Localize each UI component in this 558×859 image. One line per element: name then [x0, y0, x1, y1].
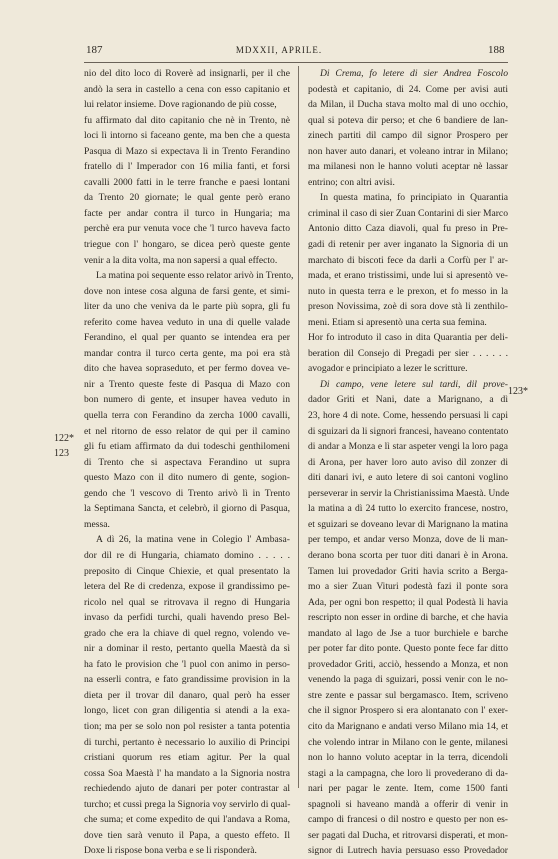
text-line: gendo che 'l vescovo di Trento arivò lì in Trento	[84, 487, 290, 499]
text-line: ser pagati dal Ducha, et ritrovarsi disperati, et mon-	[308, 829, 508, 841]
text-line: per poter far dito ponte. Questo ponte fece far ditto	[308, 643, 508, 655]
text-line: di Arona, per haver loro auto aviso dil zonzer di	[308, 456, 508, 468]
text-line: mo a sier Zuan Vituri podestà fazi il ponte sora	[308, 581, 508, 593]
text-line: cito da Marignano e andati verso Milano mia 14, et	[308, 720, 508, 732]
text-line: dor dil re di Hungaria, chiamato domino . . . . .	[84, 549, 290, 561]
text-line: A dì 26, la matina vene in Colegio l' Ambasa-	[96, 534, 290, 546]
text-line: qual si poteva dir perso; et che 6 bandiere de lan-	[308, 114, 508, 126]
text-line: nir a Trento queste feste di Pasqua di Mazo con	[84, 378, 290, 390]
page-number-left: 187	[86, 44, 103, 56]
margin-note-right-1: 123*	[508, 386, 528, 397]
text-line: Pasqua di Mazo si expectava lì in Trento Ferandino	[84, 145, 290, 157]
text-line: la Septimana Sancta, et celebrò, il giorno di Pasqua,	[84, 503, 290, 515]
text-line: perchè era pur venuta voce che 'l turco haveva facto	[84, 223, 290, 235]
text-line: letera del Re di credenza, expose il grandissimo pe-	[84, 581, 290, 593]
text-line: messa.	[84, 518, 110, 530]
text-line: et sguizari se doveano levar di Marignano la matina	[308, 518, 508, 530]
text-line: Di campo, vene letere sul tardi, dil prove-	[320, 378, 508, 390]
text-line: mandato al lago de Jse a tuor burchiele e barche	[308, 627, 508, 639]
text-line: criminal il caso di sier Zuan Contarini di sier Marco	[308, 207, 508, 219]
text-line: derano bona scorta per tuor diti danari è in Arona.	[308, 549, 508, 561]
text-line: venir a la dita volta, ma non sapersi a qual effecto.	[84, 254, 278, 266]
text-line: rechiedendo ajuto de danari per poter contrastar al	[84, 783, 290, 795]
text-line: Hor fo introduto il caso in dita Quarantia per deli-	[308, 332, 508, 344]
text-line: Ferandino, el qual per quanto se intendea era per	[84, 332, 290, 344]
text-line: dove tien sarà venuto il Papa, a questo effeto. Il	[84, 829, 290, 841]
text-line: fu affirmato dal dito capitanio che nè in Trento, nè	[84, 114, 290, 126]
text-line: nuto in questa terra e le prexon, et fo messo in la	[308, 285, 508, 297]
text-line: dove non intese cosa alguna de farsi gente, et simi-	[84, 285, 290, 297]
text-line: cossa Soa Maestà l' ha mandato a la Signoria nostra	[84, 767, 290, 779]
text-line: preposito di Cinque Chiexie, et qual presentato la	[84, 565, 290, 577]
text-line: preson Novissima, zoè di sora dove stà li zenthilo-	[308, 301, 508, 313]
text-line: facte per andar contra il turco in Hungaria; ma	[84, 207, 290, 219]
text-line: campo di francesi o dil nostro e questo per non es-	[308, 814, 508, 826]
text-line: ha fato le provision che 'l puol con animo in perso-	[84, 658, 290, 670]
text-line: nio del dito loco di Roverè ad insignarli, per il che	[84, 68, 290, 79]
page-header	[0, 44, 558, 60]
text-line: zinech partiti dil campo dil signor Prospero per	[308, 130, 508, 142]
text-line: andò la sera in castello a cena con esso capitanio et	[84, 83, 290, 95]
text-line: provedador Griti, acciò, hessendo a Monza, et non	[308, 658, 508, 670]
text-line: liter da uno che veniva da le parte più sopra, gli fu	[84, 301, 290, 313]
text-line: Ada, per ogni bon respetto; il qual Podestà li havia	[308, 596, 508, 608]
text-line: marchato di biscoti fece da darli a Corfù per l' ar-	[308, 254, 508, 266]
text-line: mada, et erano tristissimi, unde lui si apresentò ve-	[308, 270, 508, 282]
text-line: dito che havea sopraseduto, et per fermo dovea ve-	[84, 363, 290, 375]
text-line: invaso da perfidi turchi, quali havendo preso Bel-	[84, 612, 290, 624]
text-line: venendo la paga di sguizari, possi venir con le no-	[308, 674, 508, 686]
text-line: dador Griti et Nani, date a Marignano, a dì	[308, 394, 508, 406]
text-line: referito come havea veduto in una di quelle valade	[84, 316, 290, 328]
text-line: per tempo, et andar verso Monza, dove de li man-	[308, 534, 508, 546]
page-number-right: 188	[488, 44, 505, 56]
text-line: di turchi, pertanto è necessario lo auxilio di Principi	[84, 736, 290, 748]
text-line: La matina poi sequente esso relator arivò in Trento,	[96, 270, 294, 282]
text-line: ma milanesi non le hanno voluti aceptar nè lassar	[308, 161, 508, 173]
text-line: questo Mazo con il dito numero di gente, sogion-	[84, 472, 290, 484]
text-line: In questa matina, fo principiato in Quarantia	[320, 192, 508, 204]
text-line: et nel ritorno de esso relator de qui per il camino	[84, 425, 290, 437]
text-line: che suma; et come expedito de qui l'andava a Roma,	[84, 814, 290, 826]
text-line: stre zente e passar sul bergamasco. Item, scriveno	[308, 689, 508, 701]
text-line: di Trento che si aspectava Ferandino ut supra	[84, 456, 290, 468]
text-line: gadi di retenir per aver inganato la Signoria di un	[308, 239, 508, 251]
text-line: podestà et capitanio, di 24. Come per avisi auti	[308, 83, 508, 95]
text-line: la matina a dì 24 tutto lo exercito francese, nostro,	[308, 503, 508, 515]
text-line: meni. Etiam si apresentò una certa sua femina.	[308, 316, 487, 328]
left-column	[84, 66, 294, 859]
text-line: spagnoli si haveano mandà a offerir di venir in	[308, 798, 508, 810]
text-line: dieta per il trovar dil danaro, qual però ha esser	[84, 689, 290, 701]
text-line: na esserli contra, e fato grandissime provision in la	[84, 674, 290, 686]
text-line: quella terra con Ferandino da zercha 1000 cavalli,	[84, 410, 290, 422]
text-line: ricolo nel qual se ritrovava il regno di Hungaria	[84, 596, 290, 608]
text-line: cavalli 2000 fatti in le terre franche e paesi lontani	[84, 176, 290, 188]
text-line: loci lì intorno si faceano gente, ma ben che a questa	[84, 130, 290, 142]
text-line: stagi a la campagna, che loro li provederano di da-	[308, 767, 508, 779]
running-title: MDXXII, APRILE.	[235, 45, 323, 55]
text-line: beration dil Consejo di Pregadi per sier . . . . . .	[308, 347, 508, 359]
text-line: di andar a Monza e lì star aspeter vengi la loro paga	[308, 441, 508, 453]
text-line: di sguizari da li signori francesi, haveano contentato	[308, 425, 509, 437]
text-line: lui relator insieme. Dove ragionando de più cosse,	[84, 99, 277, 111]
text-line: mandar contra il turco certa gente, ma poi era stà	[84, 347, 290, 359]
text-line: non haver auto danari, et voleano intrar in Milano;	[308, 145, 508, 157]
text-line: nir a dominar il resto, pertanto quella Maestà da sì	[84, 643, 290, 655]
text-line: entrino; con altri avisi.	[308, 176, 395, 188]
right-column	[308, 66, 508, 859]
text-line: longo, licet con gran diligentia si atendi a la exa-	[84, 705, 290, 717]
text-line: triegue con l' hongaro, se dicea però queste gente	[84, 239, 290, 251]
margin-note-left-2: 123	[54, 448, 69, 459]
text-line: grado che era la chiave di quel regno, volendo ve-	[84, 627, 290, 639]
text-line: Doxe li rispose bona verba e se li risponderà.	[84, 845, 257, 857]
column-divider	[298, 66, 299, 788]
text-line: rescripto non esser in ordine di barche, et che havia	[308, 612, 508, 624]
text-line: Di Crema, fo letere di sier Andrea Foscolo	[320, 68, 508, 79]
text-line: gli fu etiam affirmato da dui todeschi genthilomeni	[84, 441, 290, 453]
header-rule	[84, 62, 508, 63]
text-line: signor di Lutrech havia persuaso esso Provedador	[308, 845, 508, 857]
text-line: che il signor Prospero si era alontanato con l' exer-	[308, 705, 508, 717]
text-line: da Milan, il Ducha stava molto mal di uno occhio,	[308, 99, 508, 111]
text-line: 23, hore 4 di note. Come, hessendo persuasi li capi	[308, 410, 508, 422]
text-line: turcho; et cussì prega la Signoria voy servirlo di qual-	[84, 798, 291, 810]
margin-note-left-1: 122*	[54, 433, 74, 444]
text-line: avogador e principiato a lezer le scritture.	[308, 363, 468, 375]
text-line: fratello di l' Imperador con 16 milia fanti, et forsi	[84, 161, 290, 173]
text-line: nari per pagar le zente. Item, come 1500 fanti	[308, 783, 508, 795]
text-line: diti danari ivi, e auto letere di soi cantoni voglino	[308, 472, 508, 484]
text-line: tion; ma per se solo non pol resister a tanta potentia	[84, 720, 290, 732]
text-line: Tamen lui provedador Griti havia scrito a Berga-	[308, 565, 508, 577]
text-line: cristiani quorum res etiam agitur. Per la qual	[84, 752, 290, 764]
text-line: Antonio ditto Caza diavoli, qual fu preso in Pre-	[308, 223, 508, 235]
text-line: che volendo intrar in Milano con le gente, milanesi	[308, 736, 508, 748]
text-line: perseverar in servir la Christianissima Maestà. Unde	[308, 487, 510, 499]
text-line: non lo hanno voluto aceptar in la terra, dicendoli	[308, 752, 508, 764]
text-line: da Trento 20 giornate; le qual gente però erano	[84, 192, 290, 204]
text-line: bon numero di gente, et insuper havea veduto in	[84, 394, 290, 406]
